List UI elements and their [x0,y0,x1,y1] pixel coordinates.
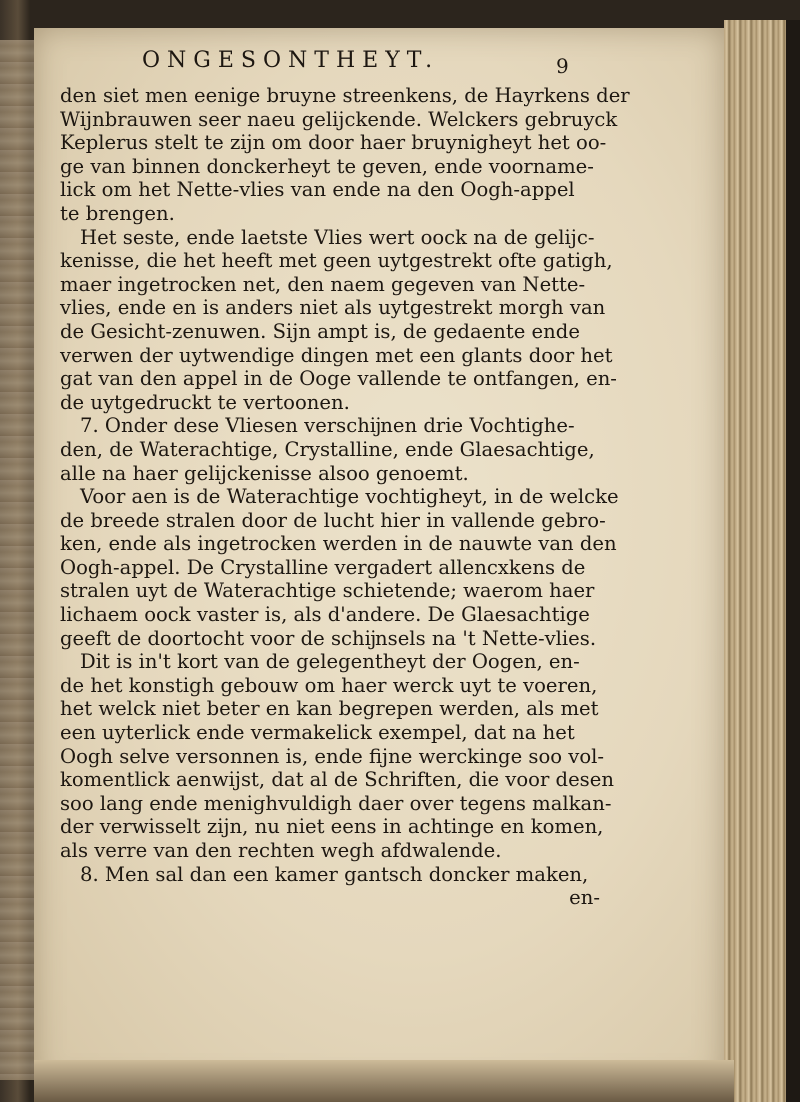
text-line: een uyterlick ende vermakelick exempel, dat na het [60,721,575,745]
text-line: alle na haer gelijckenisse alsoo genoemt. [60,461,469,485]
facing-page-bleed [0,40,36,1080]
text-line: Oogh selve versonnen is, ende fijne werckinge soo vol- [60,744,605,768]
text-line: Keplerus stelt te zijn om door haer bruynigheyt het oo- [60,131,607,155]
text-line: ken, ende als ingetrocken werden in de nauwte van den [60,532,617,556]
text-line: den siet men eenige bruyne streenkens, de Hayrkens der [60,84,630,107]
text-line: maer ingetrocken net, den naem gegeven van Nette- [60,272,586,296]
catchword: en- [569,886,600,910]
text-line: ge van binnen donckerheyt te geven, ende voorname- [60,154,594,178]
text-line: gat van den appel in de Ooge vallende te ontfangen, en- [60,367,617,391]
text-line: het welck niet beter en kan begrepen werden, als met [60,697,599,721]
text-line: Wijnbrauwen seer naeu gelijckende. Welckers gebruyck [60,107,618,131]
text-line: 7. Onder dese Vliesen verschĳnen drie Vochtighe- [80,414,575,438]
page-number: 9 [556,54,569,78]
text-line: soo lang ende menighvuldigh daer over tegens malkan- [60,791,612,815]
page-edges [724,20,800,1102]
text-line: Het seste, ende laetste Vlies wert oock na de gelijc- [80,225,595,249]
text-line: de het konstigh gebouw om haer werck uyt te voeren, [60,673,598,697]
text-line: de Gesicht-zenuwen. Sijn ampt is, de gedaente ende [60,319,580,343]
text-line: der verwisselt zijn, nu niet eens in achtinge en komen, [60,815,604,839]
text-line: de uytgedruckt te vertoonen. [60,390,350,414]
text-line: als verre van den rechten wegh afdwalende. [60,839,502,862]
text-line: kenisse, die het heeft met geen uytgestrekt ofte gatigh, [60,249,613,273]
text-line: vlies, ende en is anders niet als uytgestrekt morgh van [60,296,606,320]
running-title: ONGESONTHEYT. [142,48,440,73]
page-header [60,44,620,84]
text-line: komentlick aenwijst, dat al de Schriften, die voor desen [60,768,614,792]
text-line: verwen der uytwendige dingen met een glants door het [60,343,613,367]
page-bottom-edge [34,1060,734,1102]
text-line: Oogh-appel. De Crystalline vergadert allencxkens de [60,555,586,579]
text-line: geeft de doortocht voor de schĳnsels na 't Nette-vlies. [60,626,597,650]
text-line: stralen uyt de Waterachtige schietende; waerom haer [60,579,595,603]
page-text-block [60,44,630,910]
text-line: lichaem oock vaster is, als d'andere. De Glaesachtige [60,603,590,627]
text-line: den, de Waterachtige, Crystalline, ende Glaesachtige, [60,437,595,461]
text-line: lick om het Nette-vlies van ende na den Oogh-appel [60,178,575,202]
text-line: Dit is in't kort van de gelegentheyt der Oogen, en- [80,650,580,674]
text-line: te brengen. [60,201,175,225]
text-line: de breede stralen door de lucht hier in vallende gebro- [60,508,606,532]
text-line: Voor aen is de Waterachtige vochtigheyt, in de welcke [80,485,619,509]
text-line: 8. Men sal dan een kamer gantsch doncker maken, [80,862,589,886]
